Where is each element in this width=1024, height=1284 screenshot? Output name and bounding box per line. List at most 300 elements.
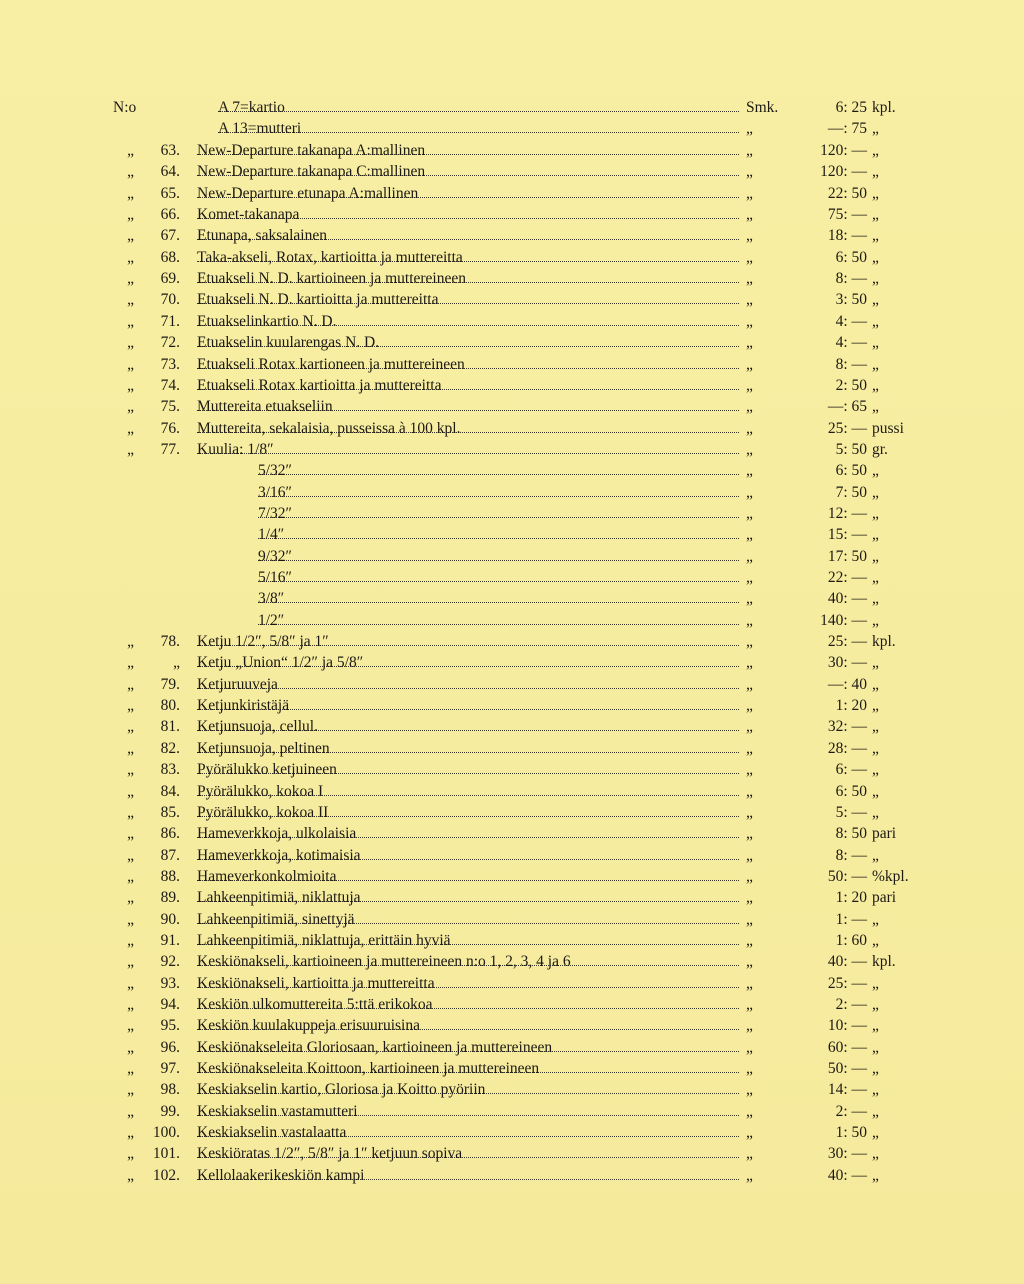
item-description: Keskiöratas 1/2″, 5/8″ ja 1″ ketjuun sopiva xyxy=(197,1143,745,1164)
item-description: Keskiönakseleita Gloriosaan, kartioineen ja muttereineen xyxy=(197,1037,745,1058)
price: 8: — xyxy=(835,356,867,373)
price: 17: 50 xyxy=(827,548,867,565)
item-number: 68. xyxy=(160,249,180,266)
unit: „ xyxy=(872,356,879,373)
ditto-mark: „ xyxy=(127,761,134,778)
item-description: Keskiön kuulakuppeja erisuuruisina xyxy=(197,1015,745,1036)
unit: „ xyxy=(872,718,879,735)
price-list-row xyxy=(0,567,1024,588)
price-list-row xyxy=(0,588,1024,609)
currency-ditto: „ xyxy=(746,227,753,244)
price: 6: 50 xyxy=(835,462,867,479)
unit: „ xyxy=(872,975,879,992)
unit: „ xyxy=(872,249,879,266)
ditto-mark: „ xyxy=(127,932,134,949)
price-list-row xyxy=(0,140,1024,161)
unit: „ xyxy=(872,697,879,714)
price-list-row xyxy=(0,759,1024,780)
unit: „ xyxy=(872,654,879,671)
currency-ditto: „ xyxy=(746,676,753,693)
price: 30: — xyxy=(827,1145,867,1162)
currency-ditto: „ xyxy=(746,291,753,308)
unit: „ xyxy=(872,804,879,821)
item-description: New-Departure takanapa A:mallinen xyxy=(197,140,745,161)
price: 50: — xyxy=(827,1060,867,1077)
currency-ditto: „ xyxy=(746,270,753,287)
item-number: 75. xyxy=(160,398,180,415)
item-number: 102. xyxy=(152,1167,180,1184)
currency-ditto: „ xyxy=(746,1060,753,1077)
price: 22: 50 xyxy=(827,185,867,202)
currency-ditto: „ xyxy=(746,1103,753,1120)
unit: „ xyxy=(872,120,879,137)
ditto-mark: „ xyxy=(127,1039,134,1056)
price-list-row xyxy=(0,1037,1024,1058)
item-description: Lahkeenpitimiä, niklattuja, erittäin hyviä xyxy=(197,930,745,951)
item-number: 82. xyxy=(160,740,180,757)
price-list-row xyxy=(0,738,1024,759)
unit: „ xyxy=(872,270,879,287)
unit: „ xyxy=(872,505,879,522)
item-number: 72. xyxy=(160,334,180,351)
number-column-label: N:o xyxy=(113,99,137,116)
price-list-row xyxy=(0,781,1024,802)
item-number: 63. xyxy=(160,142,180,159)
currency-ditto: „ xyxy=(746,996,753,1013)
price-list-row xyxy=(0,930,1024,951)
currency-ditto: „ xyxy=(746,526,753,543)
ditto-mark: „ xyxy=(127,718,134,735)
ditto-mark: „ xyxy=(127,783,134,800)
unit: kpl. xyxy=(872,953,896,970)
price-list-row xyxy=(0,1015,1024,1036)
price: 25: — xyxy=(827,975,867,992)
currency-ditto: „ xyxy=(746,163,753,180)
item-description: New-Departure takanapa C:mallinen xyxy=(197,161,745,182)
item-number: 91. xyxy=(160,932,180,949)
price-list-row xyxy=(0,716,1024,737)
item-description: Etuakselinkartio N. D. xyxy=(197,311,745,332)
price: 22: — xyxy=(827,569,867,586)
currency-ditto: „ xyxy=(746,377,753,394)
price-list-row xyxy=(0,909,1024,930)
item-number: 96. xyxy=(160,1039,180,1056)
price: 18: — xyxy=(827,227,867,244)
unit: pari xyxy=(872,889,897,906)
price-list-row xyxy=(0,1079,1024,1100)
unit: „ xyxy=(872,569,879,586)
price: 10: — xyxy=(827,1017,867,1034)
item-description: Hameverkonkolmioita xyxy=(197,866,745,887)
ditto-mark: „ xyxy=(127,291,134,308)
price-list-row xyxy=(0,204,1024,225)
item-description: Muttereita etuakseliin xyxy=(197,396,745,417)
item-description: Muttereita, sekalaisia, pusseissa à 100 kpl. xyxy=(197,418,745,439)
item-description: Etunapa, saksalainen xyxy=(197,225,745,246)
item-description: New-Departure etunapa A:mallinen xyxy=(197,183,745,204)
currency-ditto: „ xyxy=(746,1145,753,1162)
price: 1: — xyxy=(835,911,867,928)
currency: Smk. xyxy=(746,99,779,116)
ditto-mark: „ xyxy=(127,975,134,992)
item-number: 73. xyxy=(160,356,180,373)
unit: „ xyxy=(872,313,879,330)
unit: „ xyxy=(872,484,879,501)
item-number: 83. xyxy=(160,761,180,778)
item-number: 67. xyxy=(160,227,180,244)
price: 14: — xyxy=(827,1081,867,1098)
price: 12: — xyxy=(827,505,867,522)
ditto-mark: „ xyxy=(127,825,134,842)
item-description: Etuakseli N. D. kartioitta ja muttereitta xyxy=(197,289,745,310)
unit: „ xyxy=(872,548,879,565)
ditto-mark: „ xyxy=(127,420,134,437)
ditto-mark: „ xyxy=(127,633,134,650)
currency-ditto: „ xyxy=(746,804,753,821)
currency-ditto: „ xyxy=(746,1124,753,1141)
currency-ditto: „ xyxy=(746,142,753,159)
item-number: 84. xyxy=(160,783,180,800)
item-description: Hameverkkoja, kotimaisia xyxy=(197,845,745,866)
price-list-row xyxy=(0,802,1024,823)
ditto-mark: „ xyxy=(127,911,134,928)
unit: „ xyxy=(872,761,879,778)
price-list-row xyxy=(0,1165,1024,1186)
item-description: 5/16″ xyxy=(258,567,745,588)
ditto-mark: „ xyxy=(127,740,134,757)
price: 8: 50 xyxy=(835,825,867,842)
price-list-row xyxy=(0,247,1024,268)
price-list-row xyxy=(0,354,1024,375)
item-description: Keskiakselin kartio, Gloriosa ja Koitto pyöriin xyxy=(197,1079,745,1100)
unit: „ xyxy=(872,462,879,479)
price-list-row xyxy=(0,1058,1024,1079)
item-number: 69. xyxy=(160,270,180,287)
unit: „ xyxy=(872,185,879,202)
currency-ditto: „ xyxy=(746,1017,753,1034)
price: 28: — xyxy=(827,740,867,757)
item-description: 5/32″ xyxy=(258,460,745,481)
price-list-row xyxy=(0,503,1024,524)
header-row-a7 xyxy=(0,97,1024,118)
item-description: Kuulia: 1/8″ xyxy=(197,439,745,460)
ditto-mark: „ xyxy=(127,377,134,394)
item-number: 65. xyxy=(160,185,180,202)
unit: „ xyxy=(872,1167,879,1184)
price-list-row xyxy=(0,973,1024,994)
price: 3: 50 xyxy=(835,291,867,308)
unit: gr. xyxy=(872,441,888,458)
price: 5: — xyxy=(835,804,867,821)
ditto-mark: „ xyxy=(127,996,134,1013)
item-description: Keskiakselin vastamutteri xyxy=(197,1101,745,1122)
price: 7: 50 xyxy=(835,484,867,501)
currency-ditto: „ xyxy=(746,612,753,629)
ditto-mark: „ xyxy=(127,804,134,821)
currency-ditto: „ xyxy=(746,718,753,735)
item-description: Etuakseli Rotax kartioitta ja muttereitta xyxy=(197,375,745,396)
item-description: 1/2″ xyxy=(258,610,745,631)
price: 2: — xyxy=(835,996,867,1013)
currency-ditto: „ xyxy=(746,548,753,565)
ditto-mark: „ xyxy=(127,441,134,458)
ditto-mark: „ xyxy=(127,185,134,202)
price: 4: — xyxy=(835,313,867,330)
price-list-row xyxy=(0,1122,1024,1143)
price-list-row xyxy=(0,311,1024,332)
unit: „ xyxy=(872,612,879,629)
item-description: Ketjunsuoja, peltinen xyxy=(197,738,745,759)
unit: %kpl. xyxy=(872,868,909,885)
currency-ditto: „ xyxy=(746,1167,753,1184)
item-number: 78. xyxy=(160,633,180,650)
item-number: 74. xyxy=(160,377,180,394)
price: 30: — xyxy=(827,654,867,671)
price: 2: — xyxy=(835,1103,867,1120)
currency-ditto: „ xyxy=(746,975,753,992)
item-number: 101. xyxy=(152,1145,180,1162)
price-list-row xyxy=(0,695,1024,716)
price-list-row xyxy=(0,951,1024,972)
item-description: Hameverkkoja, ulkolaisia xyxy=(197,823,745,844)
item-number: 97. xyxy=(160,1060,180,1077)
price-list-row xyxy=(0,887,1024,908)
currency-ditto: „ xyxy=(746,740,753,757)
item-description: Ketju „Union“ 1/2″ ja 5/8″ xyxy=(197,652,745,673)
unit: „ xyxy=(872,590,879,607)
unit: „ xyxy=(872,398,879,415)
unit: kpl. xyxy=(872,99,896,116)
currency-ditto: „ xyxy=(746,847,753,864)
unit: „ xyxy=(872,676,879,693)
item-number: 99. xyxy=(160,1103,180,1120)
ditto-mark: „ xyxy=(127,953,134,970)
unit: „ xyxy=(872,1017,879,1034)
price: —: 75 xyxy=(827,120,867,137)
price: 1: 20 xyxy=(835,889,867,906)
item-description: Ketjunkiristäjä xyxy=(197,695,745,716)
ditto-mark: „ xyxy=(127,163,134,180)
price: 8: — xyxy=(835,847,867,864)
price: 1: 50 xyxy=(835,1124,867,1141)
price-list-row xyxy=(0,332,1024,353)
price-list-row xyxy=(0,823,1024,844)
ditto-mark: „ xyxy=(127,1167,134,1184)
item-number: 87. xyxy=(160,847,180,864)
currency: „ xyxy=(746,120,753,137)
unit: „ xyxy=(872,163,879,180)
unit: „ xyxy=(872,911,879,928)
unit: „ xyxy=(872,1039,879,1056)
ditto-mark: „ xyxy=(127,1145,134,1162)
item-number: 77. xyxy=(160,441,180,458)
unit: „ xyxy=(872,783,879,800)
currency-ditto: „ xyxy=(746,420,753,437)
item-number: 79. xyxy=(160,676,180,693)
unit: „ xyxy=(872,1060,879,1077)
price: 5: 50 xyxy=(835,441,867,458)
price: 6: 50 xyxy=(835,783,867,800)
price: 40: — xyxy=(827,1167,867,1184)
currency-ditto: „ xyxy=(746,953,753,970)
currency-ditto: „ xyxy=(746,825,753,842)
ditto-mark: „ xyxy=(127,654,134,671)
ditto-mark: „ xyxy=(127,676,134,693)
price-list-row xyxy=(0,268,1024,289)
item-description: Kellolaakerikeskiön kampi xyxy=(197,1165,745,1186)
currency-ditto: „ xyxy=(746,505,753,522)
price: 25: — xyxy=(827,420,867,437)
price: 6: 25 xyxy=(835,99,867,116)
price-list-row xyxy=(0,418,1024,439)
currency-ditto: „ xyxy=(746,761,753,778)
price: 32: — xyxy=(827,718,867,735)
item-description: Keskiönakseleita Koittoon, kartioineen ja muttereineen xyxy=(197,1058,745,1079)
price: 140: — xyxy=(820,612,867,629)
price: 1: 60 xyxy=(835,932,867,949)
item-description: Pyörälukko, kokoa II xyxy=(197,802,745,823)
price-list-row xyxy=(0,289,1024,310)
price-list-row xyxy=(0,674,1024,695)
price: —: 40 xyxy=(827,676,867,693)
item-description: Keskiön ulkomuttereita 5:ttä erikokoa xyxy=(197,994,745,1015)
item-number: 90. xyxy=(160,911,180,928)
unit: kpl. xyxy=(872,633,896,650)
price: 6: 50 xyxy=(835,249,867,266)
ditto-mark: „ xyxy=(127,1103,134,1120)
price-list-row xyxy=(0,1143,1024,1164)
unit: „ xyxy=(872,1124,879,1141)
currency-ditto: „ xyxy=(746,1081,753,1098)
currency-ditto: „ xyxy=(746,911,753,928)
item-description: 1/4″ xyxy=(258,524,745,545)
price-list-row xyxy=(0,482,1024,503)
item-description: A 7=kartio xyxy=(218,97,745,118)
ditto-mark: „ xyxy=(127,398,134,415)
currency-ditto: „ xyxy=(746,249,753,266)
ditto-mark: „ xyxy=(127,206,134,223)
price: 75: — xyxy=(827,206,867,223)
ditto-mark: „ xyxy=(127,847,134,864)
ditto-mark: „ xyxy=(127,1081,134,1098)
item-number: 88. xyxy=(160,868,180,885)
price-list-row xyxy=(0,439,1024,460)
item-number: 70. xyxy=(160,291,180,308)
price-list-row xyxy=(0,652,1024,673)
item-number: 66. xyxy=(160,206,180,223)
price-list-row xyxy=(0,546,1024,567)
ditto-mark: „ xyxy=(127,249,134,266)
price-list-row xyxy=(0,225,1024,246)
price: 15: — xyxy=(827,526,867,543)
ditto-mark: „ xyxy=(127,142,134,159)
item-description: Etuakselin kuularengas N. D. xyxy=(197,332,745,353)
item-description: Ketjunsuoja, cellul. xyxy=(197,716,745,737)
item-number: 92. xyxy=(160,953,180,970)
price: 1: 20 xyxy=(835,697,867,714)
item-description: Pyörälukko ketjuineen xyxy=(197,759,745,780)
item-description: 3/8″ xyxy=(258,588,745,609)
item-number: 86. xyxy=(160,825,180,842)
unit: „ xyxy=(872,334,879,351)
currency-ditto: „ xyxy=(746,398,753,415)
item-description: Lahkeenpitimiä, niklattuja xyxy=(197,887,745,908)
ditto-mark: „ xyxy=(127,1124,134,1141)
price-list-row xyxy=(0,866,1024,887)
price: —: 65 xyxy=(827,398,867,415)
item-description: Lahkeenpitimiä, sinettyjä xyxy=(197,909,745,930)
item-number: 89. xyxy=(160,889,180,906)
unit: „ xyxy=(872,291,879,308)
currency-ditto: „ xyxy=(746,932,753,949)
ditto-mark: „ xyxy=(127,1060,134,1077)
ditto-mark: „ xyxy=(127,227,134,244)
item-description: 3/16″ xyxy=(258,482,745,503)
unit: „ xyxy=(872,996,879,1013)
price: 120: — xyxy=(820,163,867,180)
currency-ditto: „ xyxy=(746,206,753,223)
price: 50: — xyxy=(827,868,867,885)
item-number: 100. xyxy=(152,1124,180,1141)
price: 2: 50 xyxy=(835,377,867,394)
currency-ditto: „ xyxy=(746,868,753,885)
item-description: Etuakseli N. D. kartioineen ja muttereineen xyxy=(197,268,745,289)
price: 40: — xyxy=(827,953,867,970)
item-description: Etuakseli Rotax kartioneen ja muttereineen xyxy=(197,354,745,375)
currency-ditto: „ xyxy=(746,334,753,351)
price: 60: — xyxy=(827,1039,867,1056)
currency-ditto: „ xyxy=(746,185,753,202)
item-description: Pyörälukko, kokoa I xyxy=(197,781,745,802)
item-description: 7/32″ xyxy=(258,503,745,524)
ditto-mark: „ xyxy=(127,356,134,373)
price-list-row xyxy=(0,183,1024,204)
item-number: 95. xyxy=(160,1017,180,1034)
unit: „ xyxy=(872,1081,879,1098)
unit: pari xyxy=(872,825,897,842)
ditto-mark: „ xyxy=(127,1017,134,1034)
price-list-row xyxy=(0,524,1024,545)
unit: pussi xyxy=(872,420,904,437)
item-description: Ketjuruuveja xyxy=(197,674,745,695)
unit: „ xyxy=(872,377,879,394)
currency-ditto: „ xyxy=(746,654,753,671)
unit: „ xyxy=(872,1103,879,1120)
item-number: 76. xyxy=(160,420,180,437)
currency-ditto: „ xyxy=(746,783,753,800)
unit: „ xyxy=(872,526,879,543)
price-list-row xyxy=(0,845,1024,866)
ditto-mark: „ xyxy=(127,868,134,885)
currency-ditto: „ xyxy=(746,633,753,650)
ditto-mark: „ xyxy=(127,270,134,287)
price-list-row xyxy=(0,1101,1024,1122)
ditto-mark: „ xyxy=(127,697,134,714)
currency-ditto: „ xyxy=(746,313,753,330)
currency-ditto: „ xyxy=(746,590,753,607)
currency-ditto: „ xyxy=(746,356,753,373)
price-list-row xyxy=(0,460,1024,481)
price-list-row xyxy=(0,161,1024,182)
ditto-mark: „ xyxy=(127,334,134,351)
price-list-row xyxy=(0,610,1024,631)
item-number: „ xyxy=(173,654,180,671)
item-number: 71. xyxy=(160,313,180,330)
item-description: Ketju 1/2″, 5/8″ ja 1″ xyxy=(197,631,745,652)
item-number: 93. xyxy=(160,975,180,992)
currency-ditto: „ xyxy=(746,889,753,906)
unit: „ xyxy=(872,142,879,159)
